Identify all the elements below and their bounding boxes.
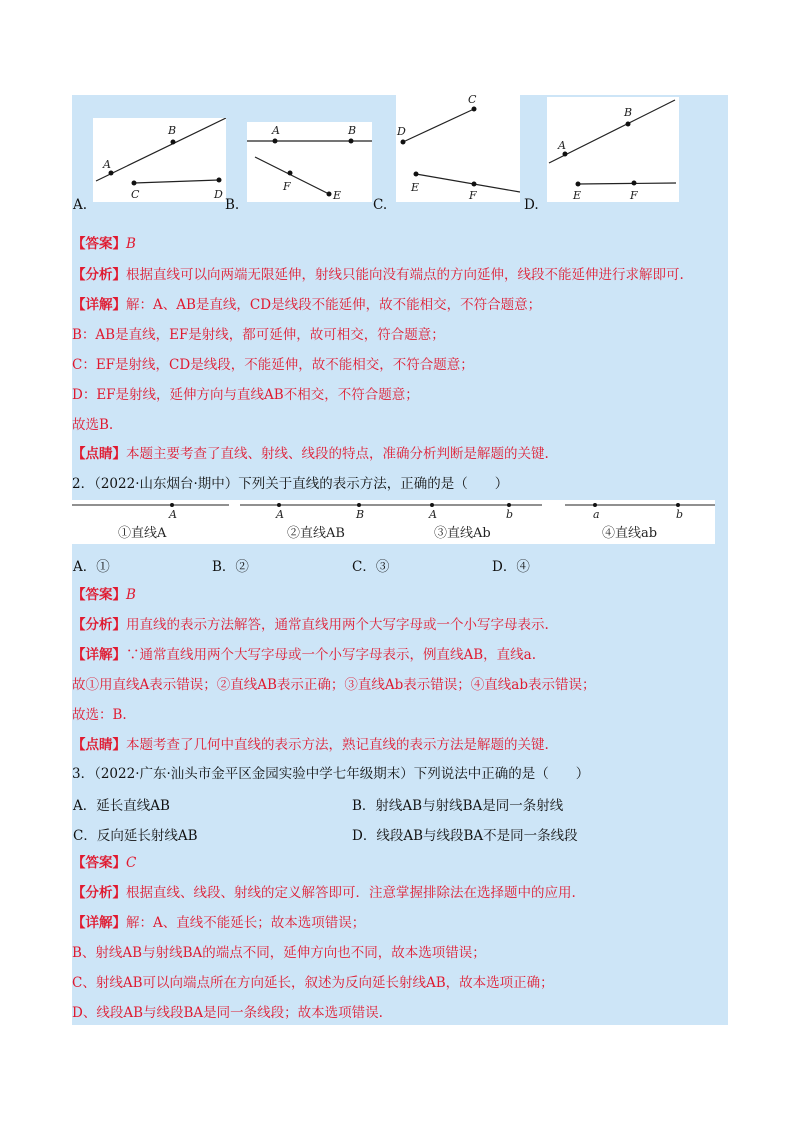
q2-stem: 2．（2022·山东烟台·期中）下列关于直线的表示方法，正确的是（ ） — [72, 476, 509, 492]
q2-detail-line: 故选：B. — [72, 707, 127, 723]
fig-d-label-a: A — [558, 139, 566, 152]
q1-detail: 【详解】解：A、AB是直线，CD是线段不能延伸，故不能相交，不符合题意； — [72, 297, 542, 313]
q2-analysis: 【分析】用直线的表示方法解答，通常直线用两个大写字母或一个小写字母表示. — [72, 617, 549, 633]
fig-a-label-c: C — [131, 188, 140, 201]
fig-b-label-e: E — [333, 189, 342, 202]
fig-d-label-f: F — [630, 189, 638, 202]
strip-label: A — [276, 508, 284, 521]
q3-option-d[interactable]: D．线段AB与线段BA不是同一条线段 — [352, 828, 578, 844]
strip-label: B — [356, 508, 365, 521]
q1-comment: 【点睛】本题主要考查了直线、射线、线段的特点，准确分析判断是解题的关键. — [72, 446, 549, 462]
q2-option-b[interactable]: B．② — [212, 559, 249, 575]
fig-c-label-c: C — [468, 95, 477, 106]
q3-option-c[interactable]: C．反向延长射线AB — [73, 828, 198, 844]
q2-answer: 【答案】B — [72, 587, 136, 603]
fig-b-label-b: B — [348, 124, 357, 137]
strip-label: A — [429, 508, 437, 521]
q3-analysis: 【分析】根据直线、线段、射线的定义解答即可．注意掌握排除法在选择题中的应用. — [72, 885, 576, 901]
strip-caption-1: ①直线A — [118, 526, 167, 541]
fig-c-label-d: D — [397, 125, 406, 138]
strip-caption-4: ④直线ab — [602, 526, 658, 541]
strip-caption-2: ②直线AB — [287, 526, 345, 541]
q1-detail-line: C：EF是射线，CD是线段，不能延伸，故不能相交，不符合题意； — [72, 357, 474, 373]
q1-option-b[interactable]: B. — [225, 197, 240, 213]
q3-detail-line: D、线段AB与线段BA是同一条线段；故本选项错误. — [72, 1005, 383, 1021]
q3-detail: 【详解】解：A、直线不能延长；故本选项错误； — [72, 915, 366, 931]
q1-option-a[interactable]: A. — [73, 197, 88, 213]
fig-c-label-e: E — [411, 181, 420, 194]
q1-analysis: 【分析】根据直线可以向两端无限延伸，射线只能向没有端点的方向延伸，线段不能延伸进行求解即可. — [72, 267, 684, 283]
figure-b — [247, 122, 372, 202]
fig-c-label-f: F — [469, 189, 477, 202]
strip-label: a — [593, 508, 600, 521]
strip-label: b — [506, 508, 514, 521]
fig-d-label-e: E — [573, 189, 582, 202]
fig-a-label-d: D — [214, 188, 223, 201]
q1-answer: 【答案】B — [72, 236, 136, 252]
figure-d — [547, 97, 679, 202]
fig-a-label-b: B — [168, 124, 177, 137]
fig-b-label-a: A — [272, 124, 280, 137]
q3-detail-line: C、射线AB可以向端点所在方向延长，叙述为反向延长射线AB，故本选项正确； — [72, 975, 554, 991]
fig-b-label-f: F — [283, 180, 291, 193]
q2-detail: 【详解】∵通常直线用两个大写字母或一个小写字母表示，例直线AB，直线a. — [72, 647, 537, 663]
strip-caption-3: ③直线Ab — [434, 526, 491, 541]
figure-a — [93, 118, 226, 202]
q1-option-d[interactable]: D. — [524, 197, 539, 213]
q2-option-a[interactable]: A．① — [73, 559, 110, 575]
q3-answer: 【答案】C — [72, 855, 137, 871]
strip-label: A — [169, 508, 177, 521]
q2-comment: 【点睛】本题考查了几何中直线的表示方法，熟记直线的表示方法是解题的关键. — [72, 737, 549, 753]
q3-option-b[interactable]: B．射线AB与射线BA是同一条射线 — [352, 798, 564, 814]
q2-figure-strip — [72, 500, 715, 544]
q3-option-a[interactable]: A．延长直线AB — [73, 798, 170, 814]
q1-detail-line: D：EF是射线，延伸方向与直线AB不相交，不符合题意； — [72, 387, 419, 403]
fig-d-label-b: B — [624, 106, 633, 119]
q2-option-c[interactable]: C．③ — [352, 559, 390, 575]
q1-detail-line: 故选B. — [72, 417, 114, 433]
q3-stem: 3．（2022·广东·汕头市金平区金园实验中学七年级期末）下列说法中正确的是（ ） — [72, 766, 590, 782]
q3-detail-line: B、射线AB与射线BA的端点不同，延伸方向也不同，故本选项错误； — [72, 945, 486, 961]
q2-detail-line: 故①用直线A表示错误；②直线AB表示正确；③直线Ab表示错误；④直线ab表示错误； — [72, 677, 596, 693]
figure-c — [396, 95, 520, 202]
q2-option-d[interactable]: D．④ — [492, 559, 530, 575]
q1-option-c[interactable]: C. — [373, 197, 388, 213]
strip-label: b — [676, 508, 684, 521]
fig-a-label-a: A — [103, 158, 111, 171]
q1-detail-line: B：AB是直线，EF是射线，都可延伸，故可相交，符合题意； — [72, 327, 445, 343]
